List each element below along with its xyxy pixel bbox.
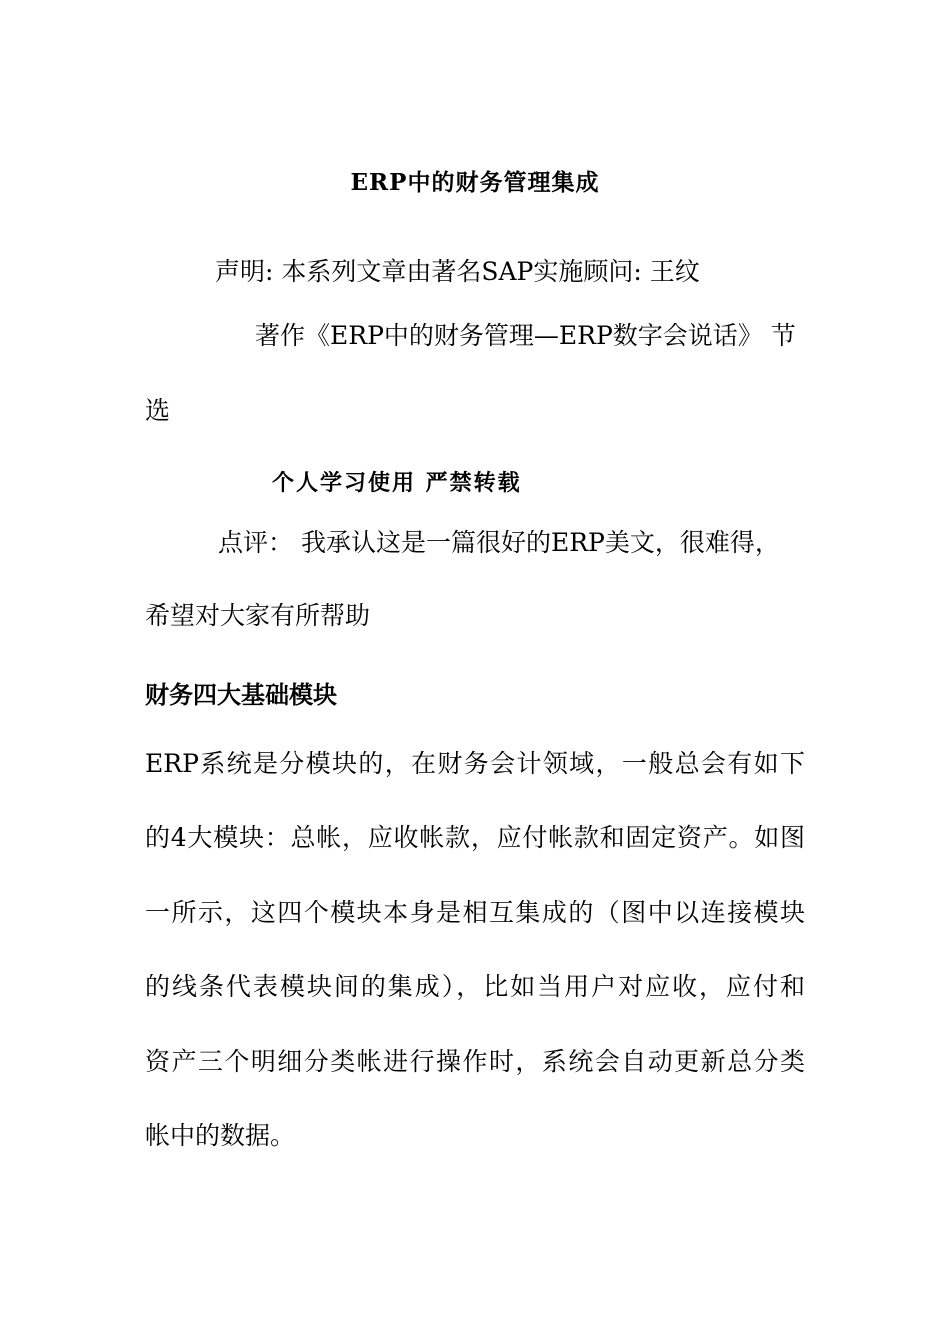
body-line: 一所示，这四个模块本身是相互集成的（图中以连接模块	[145, 898, 805, 927]
comment-line-1: 点评： 我承认这是一篇很好的ERP美文，很难得，	[218, 528, 780, 557]
copyright-notice: 个人学习使用 严禁转载	[272, 470, 522, 496]
comment-line-2: 希望对大家有所帮助	[145, 601, 371, 630]
body-line: ERP系统是分模块的，在财务会计领域，一般总会有如下	[145, 749, 805, 778]
declaration-line-1: 声明: 本系列文章由著名SAP实施顾问: 王纹	[215, 257, 700, 286]
body-line: 的线条代表模块间的集成），比如当用户对应收，应付和	[145, 972, 805, 1001]
section-heading: 财务四大基础模块	[145, 681, 337, 709]
document-title: ERP中的财务管理集成	[350, 169, 600, 196]
body-line: 的4大模块：总帐，应收帐款，应付帐款和固定资产。如图	[145, 823, 805, 852]
body-line: 帐中的数据。	[145, 1121, 296, 1150]
declaration-line-3: 选	[145, 396, 171, 425]
declaration-line-2: 著作《ERP中的财务管理—ERP数字会说话》 节	[255, 321, 796, 350]
body-line: 资产三个明细分类帐进行操作时，系统会自动更新总分类	[145, 1047, 805, 1076]
